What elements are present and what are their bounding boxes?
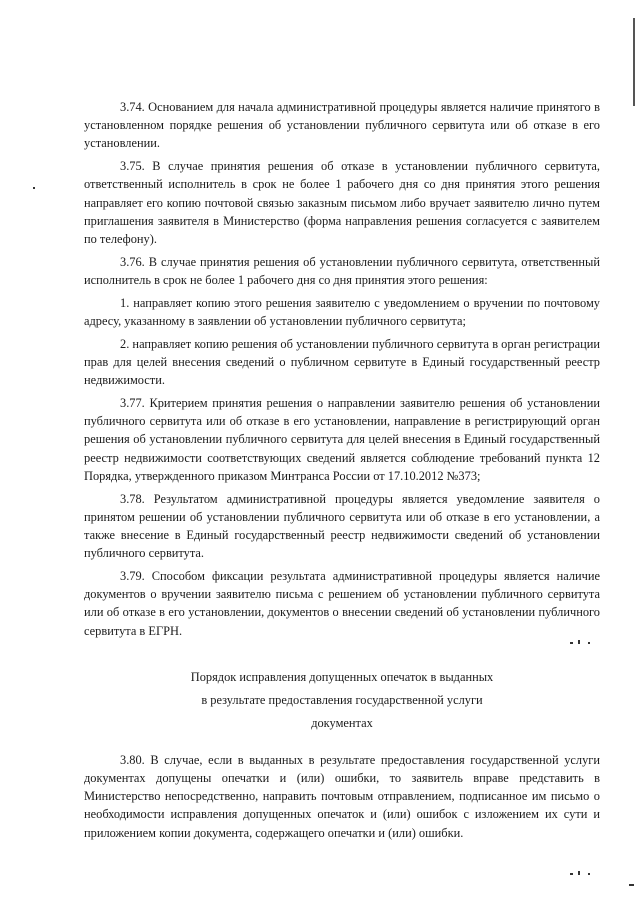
paragraph-3-79: 3.79. Способом фиксации результата административной процедуры является наличие документов о вручении заявителю письма с решением об установлении публичного сервитута или об отказе в его установлении, документов о внесении сведений об установлении публичного сервитута в ЕГРН. — [84, 569, 600, 638]
scan-speck — [588, 642, 590, 644]
scan-edge-line — [633, 18, 635, 106]
paragraph-3-75: 3.75. В случае принятия решения об отказе в установлении публичного сервитута, ответственный исполнитель в срок не более 1 рабочего дня со дня принятия этого решения направляет его копию почтовой связью заказным письмом либо вручает заявителю лично путем приглашения заявителя в Министерство (форма направления решения согласуется с заявителем по телефону). — [84, 159, 600, 247]
scan-speck — [570, 642, 573, 644]
section-heading-line-2: в результате предоставления государственной услуги — [201, 692, 483, 707]
document-body — [84, 98, 600, 846]
section-heading-line-1: Порядок исправления допущенных опечаток в выданных — [190, 669, 494, 684]
paragraph-3-78: 3.78. Результатом административной процедуры является уведомление заявителя о принятом решении об установлении публичного сервитута или об отказе в его установлении, а также внесение в Единый государственный реестр недвижимости сведений об установлении публичного сервитута. — [84, 491, 600, 561]
list-item-2: 2. направляет копию решения об установлении публичного сервитута в орган регистрации прав для целей внесения сведений о публичном сервитуте в Единый государственный реестр недвижимости. — [84, 336, 600, 388]
paragraph-3-77: 3.77. Критерием принятия решения о направлении заявителю решения об установлении публичного сервитута или об отказе в его установлении, направление в регистрирующий орган решения об установлении публичного сервитута для целей внесения в Единый государственный реестр недвижимости соответствующих сведений является соблюдение требований пункта 12 Порядка, утвержденного приказом Минтранса России от 17.10.2012 №373; — [84, 396, 600, 483]
section-heading — [84, 666, 600, 735]
paragraph-3-74: 3.74. Основанием для начала административной процедуры является наличие принятого в установленном порядке решения об установлении публичного сервитута или об отказе в его установлении. — [84, 100, 600, 151]
scan-speck — [578, 871, 580, 875]
section-heading-line-3: документах — [311, 715, 373, 730]
scan-speck — [570, 873, 573, 875]
scan-speck — [578, 640, 580, 644]
scan-speck — [629, 884, 634, 886]
scan-speck — [33, 187, 35, 189]
paragraph-3-80: 3.80. В случае, если в выданных в результате предоставления государственной услуги документах допущены опечатки и (или) ошибки, то заявитель вправе представить в Министерство непосредственно, направить почтовым отправлением, подписанное им письмо о необходимости исправления допущенных опечаток и (или) ошибок с изложением их сути и приложением копии документа, содержащего опечатки и (или) ошибки. — [84, 752, 600, 840]
paragraph-3-76: 3.76. В случае принятия решения об установлении публичного сервитута, ответственный исполнитель в срок не более 1 рабочего дня со дня принятия этого решения: — [84, 254, 600, 288]
list-item-1: 1. направляет копию этого решения заявителю с уведомлением о вручении по почтовому адресу, указанному в заявлении об установлении публичного сервитута; — [84, 295, 600, 329]
scan-speck — [588, 873, 590, 875]
